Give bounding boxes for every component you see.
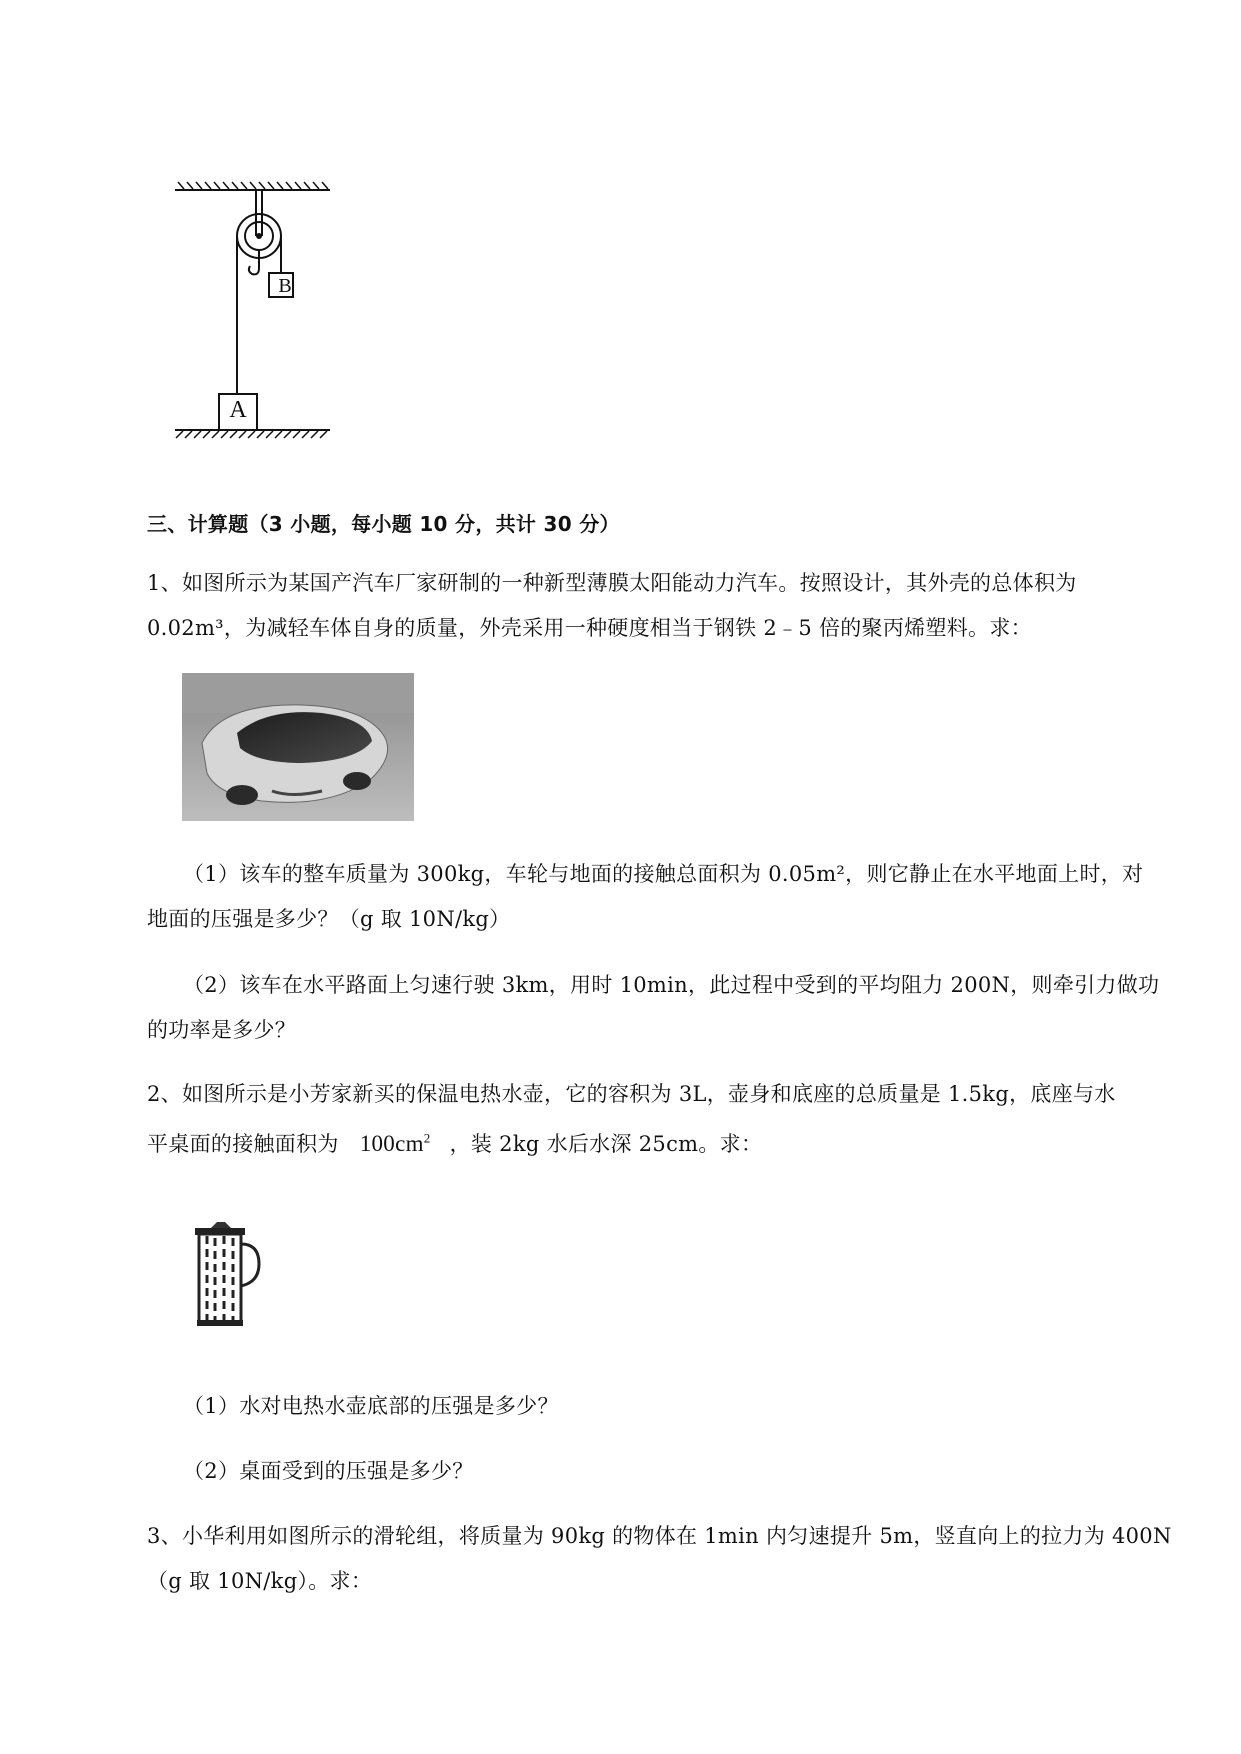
q1-sub2-line2: 的功率是多少？ xyxy=(147,1018,297,1042)
section-title: 三、计算题（3 小题，每小题 10 分，共计 30 分） xyxy=(147,512,620,536)
kettle-image xyxy=(193,1220,268,1330)
box-b-label: B xyxy=(278,275,292,297)
area-formula-base: 100cm xyxy=(359,1131,424,1156)
q2-line2-prefix: 平桌面的接触面积为 xyxy=(147,1132,339,1156)
q1-sub2-line1: （2）该车在水平路面上匀速行驶 3km，用时 10min，此过程中受到的平均阻力 200N，则牵引力做功 xyxy=(183,973,1160,997)
solar-car-image xyxy=(182,673,414,821)
q1-sub1-line1: （1）该车的整车质量为 300kg，车轮与地面的接触总面积为 0.05m²，则它静止在水平地面上时，对 xyxy=(183,862,1144,886)
q2-sub2: （2）桌面受到的压强是多少？ xyxy=(183,1459,474,1483)
q2-line2 xyxy=(147,1128,762,1158)
q1-line2: 0.02m³，为减轻车体自身的质量，外壳采用一种硬度相当于钢铁 2﹣5 倍的聚丙烯塑料。求： xyxy=(147,616,1032,640)
q3-line2: （g 取 10N/kg）。求： xyxy=(147,1569,373,1593)
pulley-diagram xyxy=(170,178,340,468)
q3-line1: 3、小华利用如图所示的滑轮组，将质量为 90kg 的物体在 1min 内匀速提升 5m，竖直向上的拉力为 400N xyxy=(147,1524,1172,1548)
q2-line2-suffix: ，装 2kg 水后水深 25cm。求： xyxy=(449,1132,763,1156)
q2-line1: 2、如图所示是小芳家新买的保温电热水壶，它的容积为 3L，壶身和底座的总质量是 1.5kg，底座与水 xyxy=(147,1082,1116,1106)
q1-sub1-line2: 地面的压强是多少？（g 取 10N/kg） xyxy=(147,907,511,931)
box-a-label: A xyxy=(229,397,247,423)
area-formula xyxy=(360,1131,431,1156)
q2-sub1: （1）水对电热水壶底部的压强是多少？ xyxy=(183,1394,559,1418)
area-formula-exponent: 2 xyxy=(423,1130,431,1146)
q1-line1: 1、如图所示为某国产汽车厂家研制的一种新型薄膜太阳能动力汽车。按照设计，其外壳的总体积为 xyxy=(147,571,1077,595)
